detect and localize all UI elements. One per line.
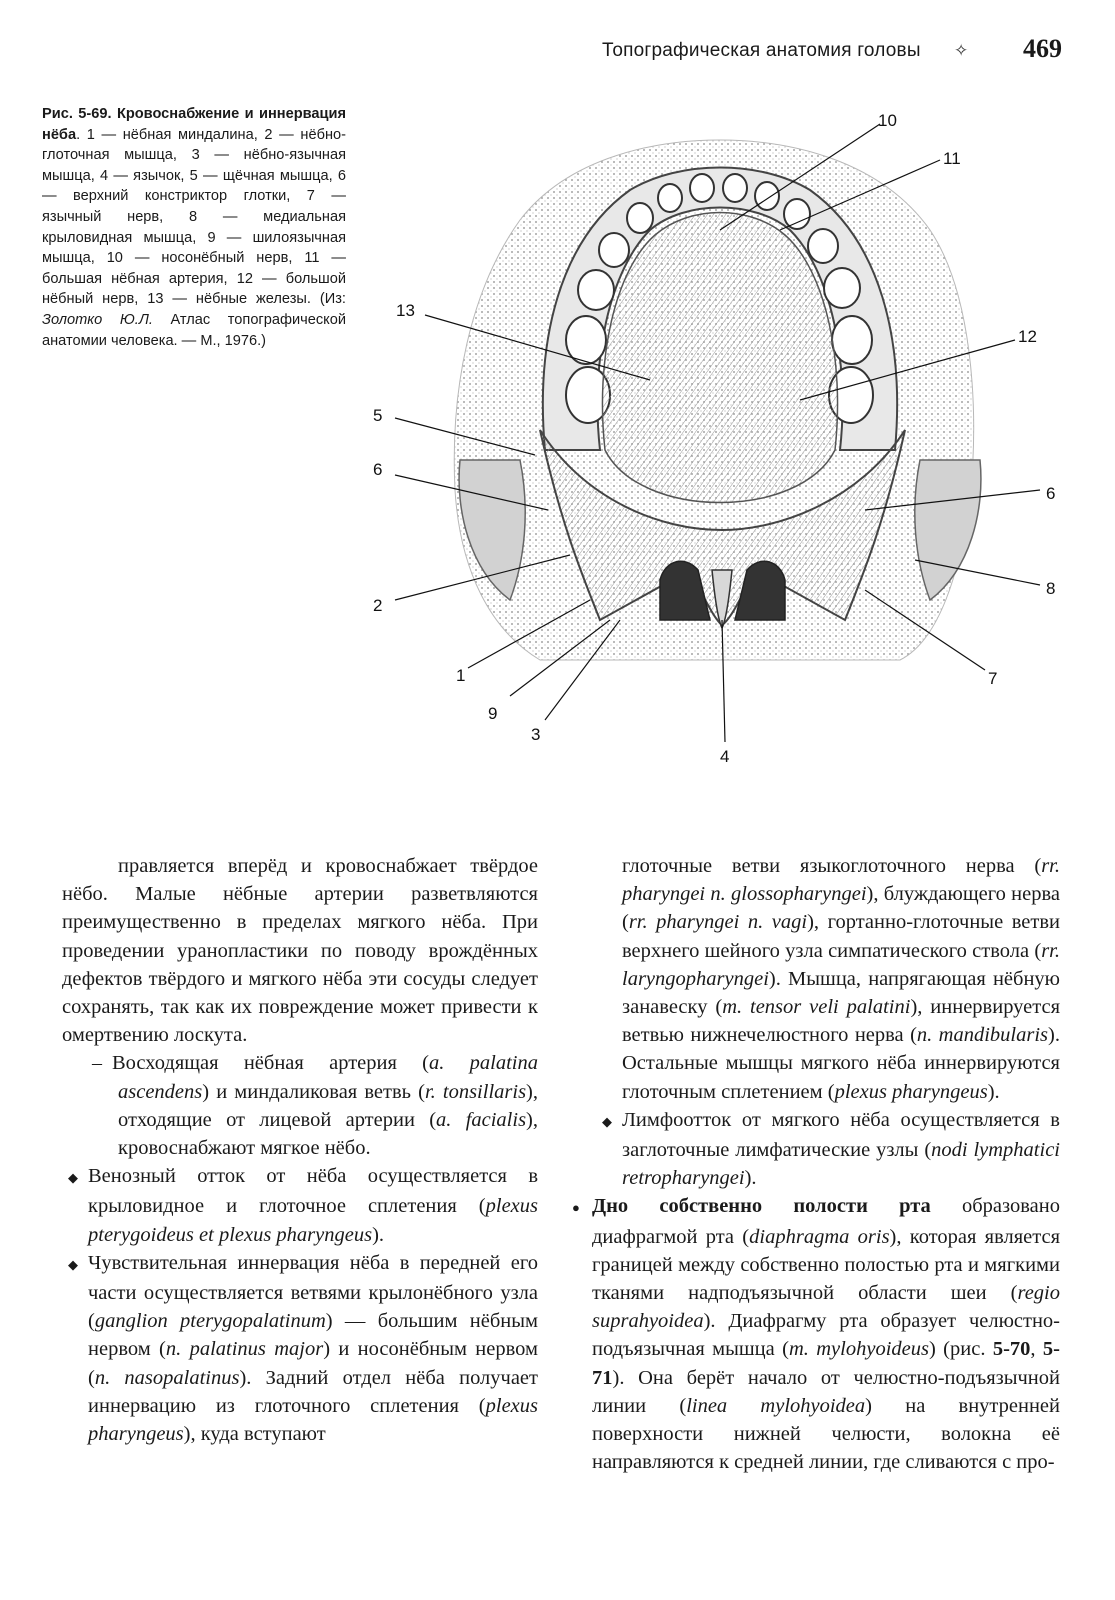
label-2: 2: [373, 596, 383, 615]
figure-caption: [42, 104, 346, 351]
diamond-bullet-icon: ◆: [602, 1113, 612, 1129]
label-9: 9: [488, 704, 498, 723]
page-number: 469: [1023, 34, 1062, 63]
diamond-bullet-icon: ◆: [68, 1256, 78, 1272]
anatomy-figure: [360, 100, 1090, 790]
label-8: 8: [1046, 579, 1056, 598]
list-item: – Восходящая нёбная артерия (a. palatina ascendens) и миндаликовая ветвь (r. tonsillaris), отходящие от лицевой артерии (a. facialis), кровоснабжают мягкое нёбо.: [62, 1049, 538, 1162]
palate-illustration: [360, 100, 1090, 790]
label-1: 1: [456, 666, 466, 685]
label-6-left: 6: [373, 460, 383, 479]
hard-palate: [602, 213, 837, 503]
label-4: 4: [720, 747, 730, 766]
circle-bullet-icon: ●: [572, 1200, 580, 1216]
figure-reference: 5-71: [592, 1338, 1060, 1389]
diamond-separator-icon: ✧: [954, 41, 969, 60]
list-item: ◆ Лимфоотток от мягкого нёба осуществляется в заглоточные лимфатические узлы (nodi lymphatici retropharyngei).: [602, 1108, 1060, 1190]
label-10: 10: [878, 111, 897, 130]
right-text-column: [566, 852, 1060, 1476]
list-item: ● Дно собственно полости рта образовано диафрагмой рта (diaphragma oris), которая является границей между собственно полостью рта и мягкими тканями надподъязычной области шеи (regio suprahyoidea). Диафрагму рта образует челюстно-подъязычная мышца (m. mylohyoideus) (рис. 5-70, 5-71). Она берёт начало от челюстно-подъязычной линии (linea mylohyoidea) на внутренней поверхности нижней челюсти, волокна её направляются к средней линии, где сливаются с про-: [572, 1195, 1060, 1474]
paragraph: глоточные ветви языкоглоточного нерва (rr. pharyngei n. glossopharyngei), блуждающего нерва (rr. pharyngei n. vagi), гортанно-глоточные ветви верхнего шейного узла симпатического ствола (rr. laryngopharyngei). Мышца, напрягающая нёбную занавеску (m. tensor veli palatini), иннервируется ветвью нижнечелюстного нерва (n. mandibularis). Остальные мышцы мягкого нёба иннервируются глоточным сплетением (plexus pharyngeus).: [622, 855, 1060, 1103]
label-11: 11: [943, 149, 961, 168]
figure-reference: 5-70: [992, 1338, 1031, 1361]
left-cheek-muscle: [459, 460, 525, 600]
caption-legend: . 1 — нёбная миндалина, 2 — нёбно-глоточная мышца, 3 — нёбно-язычная мышца, 4 — язычок, 5 — щёчная мышца, 6 — верхний констриктор глотки, 7 — язычный нерв, 8 — медиальная крыловидная мышца, 9 — шилоязычная мышца, 10 — носонёбный нерв, 11 — большая нёбная артерия, 12 — большой нёбный нерв, 13 — нёбные железы. (Из:: [42, 126, 346, 308]
caption-label: Рис. 5-69. Кровоснабжение и иннервация нёба: [42, 106, 346, 143]
diamond-bullet-icon: ◆: [68, 1170, 78, 1186]
label-6-right: 6: [1046, 484, 1056, 503]
label-7: 7: [988, 669, 998, 688]
label-5: 5: [373, 406, 383, 425]
dash-marker: –: [92, 1052, 102, 1075]
running-header: [602, 34, 1062, 70]
paragraph: правляется вперёд и кровоснабжает твёрдое нёбо. Малые нёбные артерии разветвляются преимущественно в пределах мягкого нёба. При проведении уранопластики по поводу врождённых дефектов твёрдого и мягкого нёба эти сосуды следует сохранять, так как их повреждение может привести к омертвению лоскута.: [62, 855, 538, 1047]
running-title: Топографическая анатомия головы: [602, 40, 921, 61]
caption-source: Атлас топографической анатомии человека. — М., 1976.): [42, 311, 346, 349]
list-item: ◆ Венозный отток от нёба осуществляется в крыловидное и глоточное сплетения (plexus pterygoideus et plexus pharyngeus).: [68, 1165, 538, 1246]
caption-source-author: Золотко Ю.Л.: [42, 311, 153, 328]
label-12: 12: [1018, 327, 1037, 346]
list-item: ◆ Чувствительная иннервация нёба в передней его части осуществляется ветвями крылонёбного узла (ganglion pterygopalatinum) — большим нёбным нервом (n. palatinus major) и носонёбным нервом (n. nasopalatinus). Задний отдел нёба получает иннервацию из глоточного сплетения (plexus pharyngeus), куда вступают: [68, 1251, 538, 1446]
left-text-column: [62, 852, 538, 1448]
label-13: 13: [396, 301, 415, 320]
label-3: 3: [531, 725, 541, 744]
right-cheek-muscle: [915, 460, 981, 600]
